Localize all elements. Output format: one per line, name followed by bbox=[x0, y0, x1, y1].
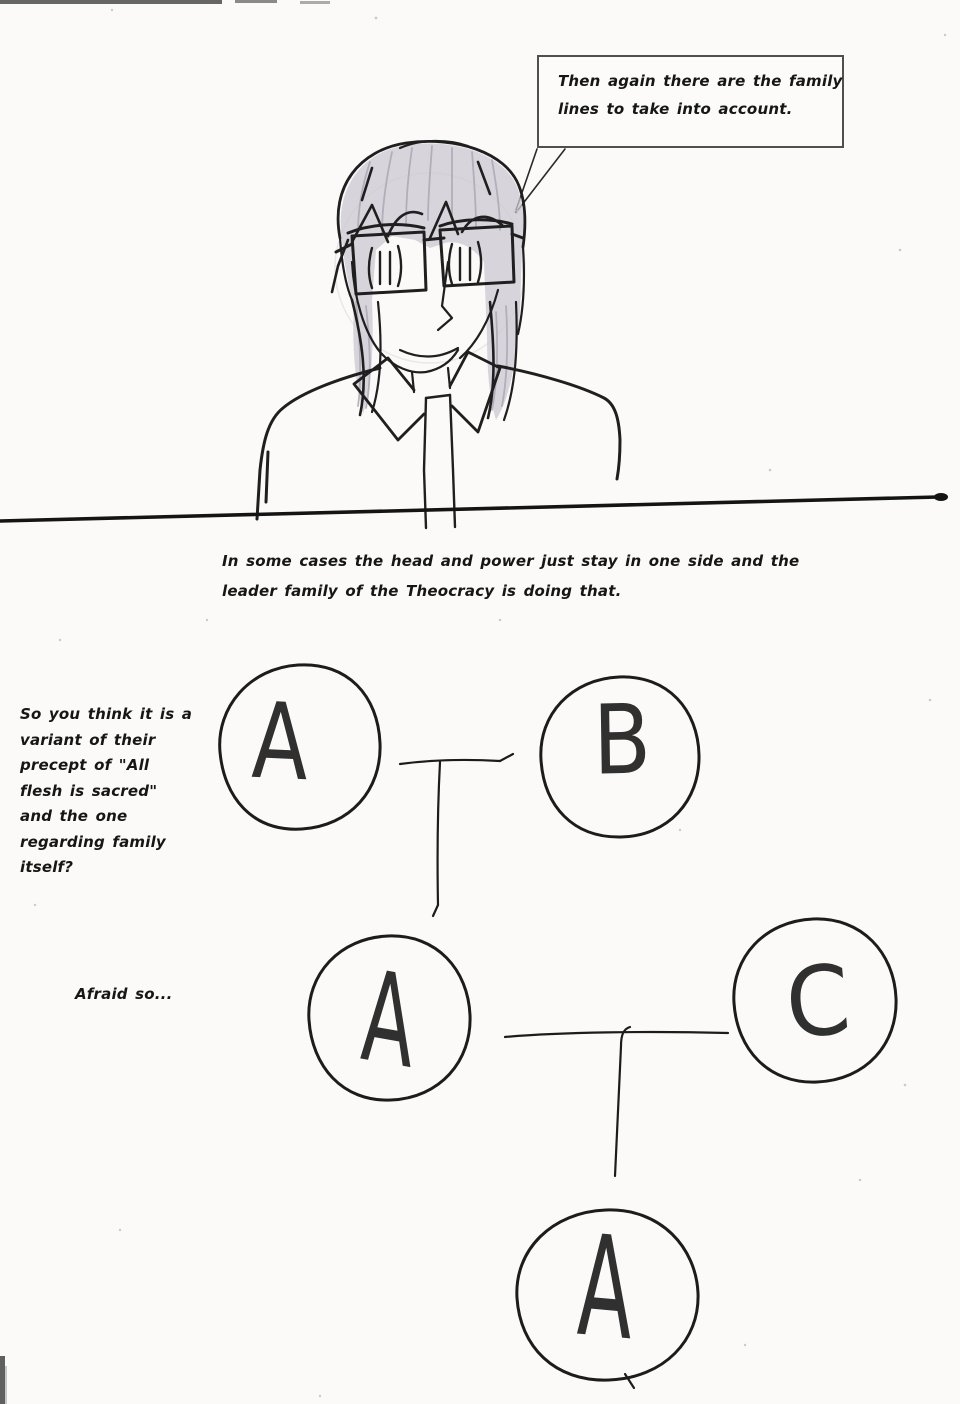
speech-bubble bbox=[537, 55, 844, 148]
mouth bbox=[400, 348, 458, 357]
question-line: So you think it is a bbox=[20, 705, 193, 723]
tree-node-label-a1: A bbox=[250, 679, 310, 804]
speech-bubble-line: Then again there are the family bbox=[558, 72, 843, 90]
question-line: precept of "All bbox=[20, 756, 150, 774]
speech-bubble-line: lines to take into account. bbox=[558, 100, 793, 118]
tree-node-label-c: C bbox=[781, 943, 855, 1061]
shoulders bbox=[257, 366, 620, 519]
narration-text bbox=[222, 546, 799, 606]
dialogue-answer-text: Afraid so... bbox=[75, 985, 173, 1003]
question-line: regarding family bbox=[20, 832, 166, 851]
dialogue-question-text bbox=[20, 702, 192, 881]
tree-connector-ab bbox=[400, 754, 513, 916]
narration-line: leader family of the Theocracy is doing that. bbox=[222, 582, 622, 600]
speech-bubble-tail bbox=[515, 149, 565, 213]
question-line: variant of their bbox=[20, 730, 156, 749]
tree-connector-ac bbox=[505, 1027, 728, 1176]
character-sketch bbox=[257, 141, 620, 528]
question-line: itself? bbox=[20, 858, 74, 876]
panel-divider-line bbox=[0, 493, 948, 521]
tree-node-label-b: B bbox=[592, 683, 652, 797]
tree-node-label-a3: A bbox=[575, 1204, 635, 1373]
tree-node-label-a2: A bbox=[357, 941, 419, 1098]
question-line: and the one bbox=[20, 807, 128, 825]
narration-line: In some cases the head and power just stay in one side and the bbox=[222, 552, 800, 570]
question-line: flesh is sacred" bbox=[20, 781, 158, 800]
